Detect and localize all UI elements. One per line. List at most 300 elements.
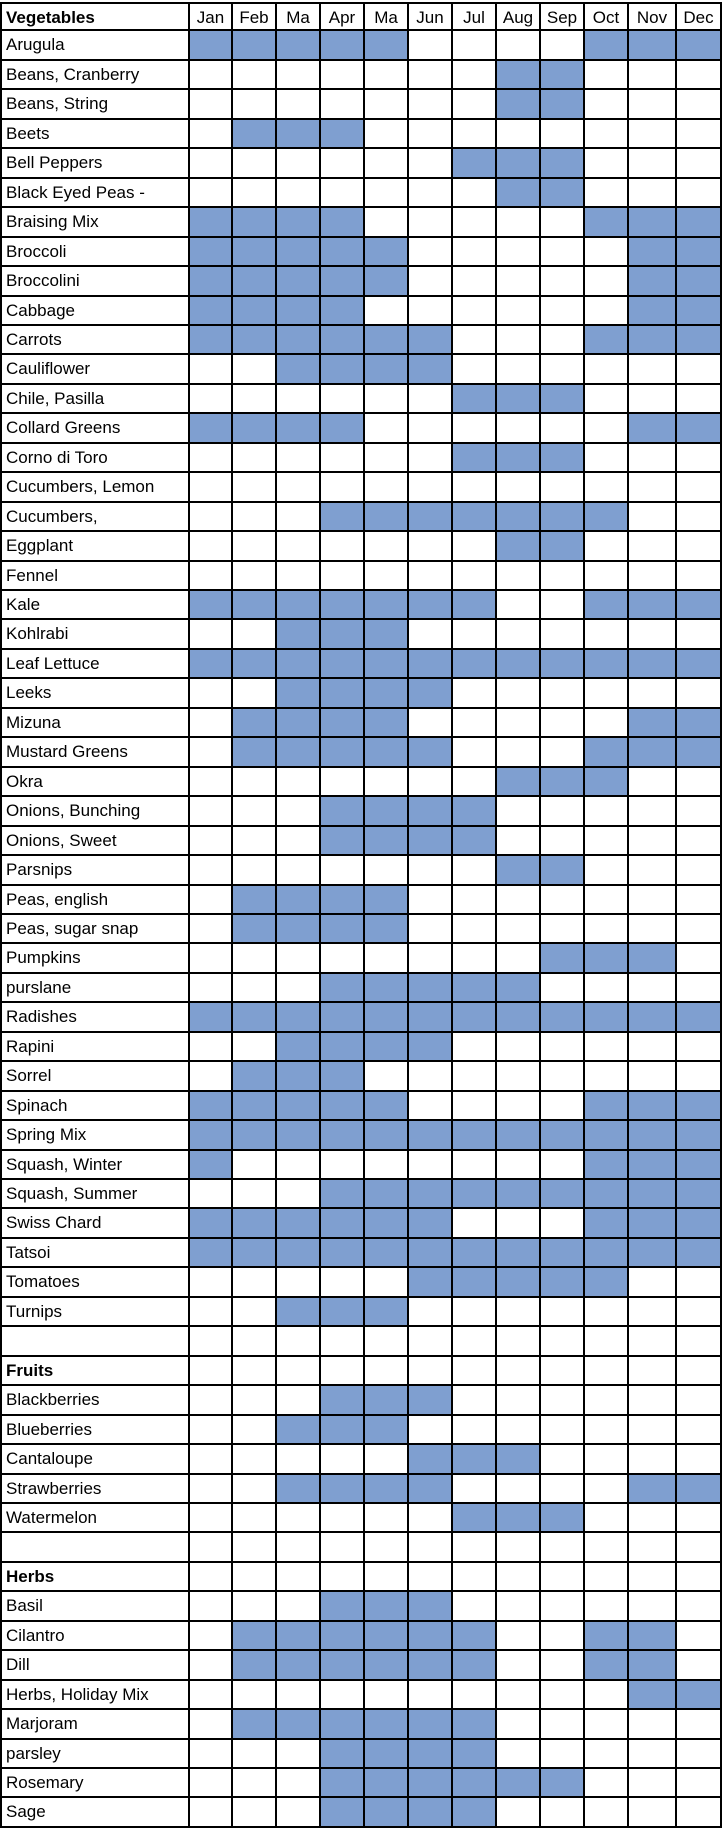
off-season-cell xyxy=(453,562,497,591)
off-season-cell xyxy=(190,974,233,1003)
off-season-cell xyxy=(409,944,453,974)
off-season-cell xyxy=(541,1416,585,1445)
off-season-cell xyxy=(585,179,629,208)
off-season-cell xyxy=(409,709,453,738)
off-season-cell xyxy=(190,797,233,827)
off-season-cell xyxy=(629,473,677,503)
off-season-cell xyxy=(453,1033,497,1062)
off-season-cell xyxy=(541,797,585,827)
off-season-cell xyxy=(409,385,453,414)
in-season-cell xyxy=(233,591,277,620)
off-season-cell xyxy=(541,1151,585,1180)
off-season-cell xyxy=(233,1681,277,1710)
off-season-cell xyxy=(629,1062,677,1092)
produce-name: Rapini xyxy=(0,1033,190,1062)
off-season-cell xyxy=(233,562,277,591)
in-season-cell xyxy=(365,503,409,532)
off-season-cell xyxy=(629,1592,677,1622)
off-season-cell xyxy=(365,414,409,444)
in-season-cell xyxy=(277,1475,321,1504)
off-season-cell xyxy=(409,768,453,797)
produce-name: parsley xyxy=(0,1740,190,1769)
off-season-cell xyxy=(190,1710,233,1740)
blank-row-cell xyxy=(497,1327,541,1357)
off-season-cell xyxy=(190,179,233,208)
blank-row-label xyxy=(0,1327,190,1357)
off-season-cell xyxy=(409,444,453,473)
in-season-cell xyxy=(321,1710,365,1740)
section-header-cell xyxy=(453,1563,497,1592)
off-season-cell xyxy=(190,709,233,738)
in-season-cell xyxy=(541,444,585,473)
section-header-cell xyxy=(233,1563,277,1592)
off-season-cell xyxy=(409,915,453,944)
in-season-cell xyxy=(365,827,409,856)
off-season-cell xyxy=(677,1769,722,1798)
off-season-cell xyxy=(190,1504,233,1533)
off-season-cell xyxy=(233,1386,277,1416)
off-season-cell xyxy=(541,414,585,444)
in-season-cell xyxy=(497,149,541,179)
off-season-cell xyxy=(585,1298,629,1327)
in-season-cell xyxy=(677,1180,722,1209)
off-season-cell xyxy=(585,355,629,385)
blank-row-cell xyxy=(453,1327,497,1357)
off-season-cell xyxy=(409,149,453,179)
off-season-cell xyxy=(453,915,497,944)
in-season-cell xyxy=(233,208,277,238)
off-season-cell xyxy=(365,61,409,90)
in-season-cell xyxy=(277,1121,321,1151)
in-season-cell xyxy=(585,1651,629,1681)
in-season-cell xyxy=(233,238,277,267)
off-season-cell xyxy=(277,90,321,120)
off-season-cell xyxy=(365,562,409,591)
month-header-4: Apr xyxy=(321,2,365,31)
in-season-cell xyxy=(541,532,585,562)
off-season-cell xyxy=(629,562,677,591)
off-season-cell xyxy=(233,1475,277,1504)
off-season-cell xyxy=(233,149,277,179)
off-season-cell xyxy=(677,90,722,120)
off-season-cell xyxy=(497,1681,541,1710)
off-season-cell xyxy=(497,915,541,944)
in-season-cell xyxy=(629,1475,677,1504)
in-season-cell xyxy=(277,1209,321,1239)
off-season-cell xyxy=(677,1592,722,1622)
off-season-cell xyxy=(677,1445,722,1475)
in-season-cell xyxy=(365,915,409,944)
off-season-cell xyxy=(233,768,277,797)
blank-row-cell xyxy=(541,1533,585,1563)
off-season-cell xyxy=(365,856,409,886)
in-season-cell xyxy=(321,414,365,444)
in-season-cell xyxy=(585,326,629,355)
in-season-cell xyxy=(585,31,629,61)
in-season-cell xyxy=(585,208,629,238)
off-season-cell xyxy=(277,1151,321,1180)
section-header-cell xyxy=(677,1563,722,1592)
off-season-cell xyxy=(453,709,497,738)
in-season-cell xyxy=(233,650,277,679)
off-season-cell xyxy=(497,1740,541,1769)
produce-name: Chile, Pasilla xyxy=(0,385,190,414)
in-season-cell xyxy=(677,297,722,326)
produce-name: Watermelon xyxy=(0,1504,190,1533)
off-season-cell xyxy=(629,1710,677,1740)
off-season-cell xyxy=(541,473,585,503)
in-season-cell xyxy=(453,591,497,620)
in-season-cell xyxy=(629,650,677,679)
off-season-cell xyxy=(190,620,233,650)
off-season-cell xyxy=(541,827,585,856)
off-season-cell xyxy=(277,827,321,856)
off-season-cell xyxy=(190,1180,233,1209)
in-season-cell xyxy=(277,1298,321,1327)
off-season-cell xyxy=(277,1386,321,1416)
in-season-cell xyxy=(409,1798,453,1828)
off-season-cell xyxy=(365,1504,409,1533)
month-header-9: Sep xyxy=(541,2,585,31)
in-season-cell xyxy=(321,1416,365,1445)
off-season-cell xyxy=(497,797,541,827)
in-season-cell xyxy=(321,1386,365,1416)
in-season-cell xyxy=(321,1121,365,1151)
off-season-cell xyxy=(541,620,585,650)
off-season-cell xyxy=(277,1180,321,1209)
off-season-cell xyxy=(585,709,629,738)
off-season-cell xyxy=(190,562,233,591)
in-season-cell xyxy=(365,1416,409,1445)
off-season-cell xyxy=(585,974,629,1003)
in-season-cell xyxy=(409,738,453,768)
off-season-cell xyxy=(629,915,677,944)
in-season-cell xyxy=(629,1092,677,1121)
off-season-cell xyxy=(629,355,677,385)
off-season-cell xyxy=(453,267,497,297)
in-season-cell xyxy=(453,650,497,679)
section-header-fruits: Fruits xyxy=(0,1357,190,1386)
section-header-cell xyxy=(277,1357,321,1386)
in-season-cell xyxy=(585,738,629,768)
produce-name: Arugula xyxy=(0,31,190,61)
off-season-cell xyxy=(409,532,453,562)
off-season-cell xyxy=(497,1062,541,1092)
in-season-cell xyxy=(677,267,722,297)
off-season-cell xyxy=(233,355,277,385)
off-season-cell xyxy=(453,1298,497,1327)
in-season-cell xyxy=(321,238,365,267)
off-season-cell xyxy=(190,679,233,709)
in-season-cell xyxy=(409,1033,453,1062)
off-season-cell xyxy=(497,1386,541,1416)
produce-name: Turnips xyxy=(0,1298,190,1327)
off-season-cell xyxy=(541,1033,585,1062)
off-season-cell xyxy=(541,355,585,385)
off-season-cell xyxy=(497,473,541,503)
in-season-cell xyxy=(541,90,585,120)
off-season-cell xyxy=(629,856,677,886)
off-season-cell xyxy=(453,355,497,385)
produce-name: Cauliflower xyxy=(0,355,190,385)
in-season-cell xyxy=(541,1003,585,1033)
off-season-cell xyxy=(629,679,677,709)
in-season-cell xyxy=(585,1209,629,1239)
off-season-cell xyxy=(233,1180,277,1209)
off-season-cell xyxy=(365,385,409,414)
in-season-cell xyxy=(629,1209,677,1239)
off-season-cell xyxy=(585,1592,629,1622)
off-season-cell xyxy=(453,90,497,120)
in-season-cell xyxy=(190,267,233,297)
off-season-cell xyxy=(585,1710,629,1740)
in-season-cell xyxy=(409,650,453,679)
off-season-cell xyxy=(365,473,409,503)
in-season-cell xyxy=(365,650,409,679)
off-season-cell xyxy=(190,444,233,473)
off-season-cell xyxy=(497,297,541,326)
off-season-cell xyxy=(190,738,233,768)
in-season-cell xyxy=(497,1239,541,1268)
off-season-cell xyxy=(277,532,321,562)
in-season-cell xyxy=(190,208,233,238)
in-season-cell xyxy=(629,1651,677,1681)
in-season-cell xyxy=(321,650,365,679)
off-season-cell xyxy=(677,355,722,385)
blank-row-cell xyxy=(629,1533,677,1563)
in-season-cell xyxy=(497,90,541,120)
off-season-cell xyxy=(233,1268,277,1298)
off-season-cell xyxy=(190,1740,233,1769)
off-season-cell xyxy=(541,591,585,620)
in-season-cell xyxy=(365,679,409,709)
in-season-cell xyxy=(541,650,585,679)
off-season-cell xyxy=(190,532,233,562)
off-season-cell xyxy=(497,886,541,915)
section-header-cell xyxy=(409,1563,453,1592)
in-season-cell xyxy=(677,1239,722,1268)
in-season-cell xyxy=(629,297,677,326)
off-season-cell xyxy=(541,1740,585,1769)
in-season-cell xyxy=(277,591,321,620)
in-season-cell xyxy=(453,503,497,532)
in-season-cell xyxy=(233,1062,277,1092)
off-season-cell xyxy=(365,90,409,120)
in-season-cell xyxy=(541,1180,585,1209)
in-season-cell xyxy=(321,1798,365,1828)
off-season-cell xyxy=(409,1062,453,1092)
off-season-cell xyxy=(409,120,453,149)
blank-row-cell xyxy=(497,1533,541,1563)
produce-name: Kale xyxy=(0,591,190,620)
off-season-cell xyxy=(190,1798,233,1828)
off-season-cell xyxy=(321,473,365,503)
off-season-cell xyxy=(629,886,677,915)
off-season-cell xyxy=(365,768,409,797)
in-season-cell xyxy=(677,208,722,238)
in-season-cell xyxy=(365,267,409,297)
in-season-cell xyxy=(190,1151,233,1180)
in-season-cell xyxy=(190,1209,233,1239)
in-season-cell xyxy=(321,679,365,709)
in-season-cell xyxy=(497,61,541,90)
in-season-cell xyxy=(497,385,541,414)
blank-row-cell xyxy=(190,1533,233,1563)
off-season-cell xyxy=(453,1475,497,1504)
blank-row-cell xyxy=(233,1327,277,1357)
section-header-cell xyxy=(541,1563,585,1592)
month-header-5: Ma xyxy=(365,2,409,31)
off-season-cell xyxy=(277,149,321,179)
in-season-cell xyxy=(629,1681,677,1710)
produce-name: Tatsoi xyxy=(0,1239,190,1268)
in-season-cell xyxy=(497,1003,541,1033)
in-season-cell xyxy=(409,1003,453,1033)
off-season-cell xyxy=(321,1504,365,1533)
produce-name: Cabbage xyxy=(0,297,190,326)
off-season-cell xyxy=(497,355,541,385)
off-season-cell xyxy=(585,1033,629,1062)
in-season-cell xyxy=(233,1092,277,1121)
in-season-cell xyxy=(409,1769,453,1798)
off-season-cell xyxy=(233,1798,277,1828)
in-season-cell xyxy=(453,385,497,414)
off-season-cell xyxy=(677,1062,722,1092)
month-header-7: Jul xyxy=(453,2,497,31)
off-season-cell xyxy=(321,149,365,179)
off-season-cell xyxy=(585,679,629,709)
in-season-cell xyxy=(629,944,677,974)
off-season-cell xyxy=(233,385,277,414)
in-season-cell xyxy=(277,1651,321,1681)
in-season-cell xyxy=(409,326,453,355)
off-season-cell xyxy=(677,1798,722,1828)
section-header-cell xyxy=(277,1563,321,1592)
off-season-cell xyxy=(409,620,453,650)
in-season-cell xyxy=(497,1769,541,1798)
in-season-cell xyxy=(277,355,321,385)
off-season-cell xyxy=(541,238,585,267)
in-season-cell xyxy=(277,267,321,297)
off-season-cell xyxy=(585,620,629,650)
in-season-cell xyxy=(190,591,233,620)
off-season-cell xyxy=(277,856,321,886)
in-season-cell xyxy=(321,1033,365,1062)
in-season-cell xyxy=(277,1033,321,1062)
off-season-cell xyxy=(321,61,365,90)
month-header-2: Feb xyxy=(233,2,277,31)
in-season-cell xyxy=(497,768,541,797)
in-season-cell xyxy=(409,503,453,532)
produce-name: Swiss Chard xyxy=(0,1209,190,1239)
in-season-cell xyxy=(277,1710,321,1740)
off-season-cell xyxy=(321,1445,365,1475)
off-season-cell xyxy=(541,1298,585,1327)
in-season-cell xyxy=(453,1710,497,1740)
in-season-cell xyxy=(321,267,365,297)
in-season-cell xyxy=(365,1592,409,1622)
in-season-cell xyxy=(365,886,409,915)
in-season-cell xyxy=(409,1592,453,1622)
off-season-cell xyxy=(541,297,585,326)
in-season-cell xyxy=(453,1740,497,1769)
in-season-cell xyxy=(277,1092,321,1121)
off-season-cell xyxy=(233,1769,277,1798)
in-season-cell xyxy=(497,179,541,208)
produce-name: Blackberries xyxy=(0,1386,190,1416)
off-season-cell xyxy=(541,120,585,149)
off-season-cell xyxy=(190,1445,233,1475)
off-season-cell xyxy=(541,267,585,297)
off-season-cell xyxy=(233,1416,277,1445)
produce-name: Peas, sugar snap xyxy=(0,915,190,944)
off-season-cell xyxy=(629,1504,677,1533)
off-season-cell xyxy=(585,1740,629,1769)
off-season-cell xyxy=(321,90,365,120)
off-season-cell xyxy=(497,208,541,238)
in-season-cell xyxy=(541,1504,585,1533)
off-season-cell xyxy=(677,1710,722,1740)
section-header-cell xyxy=(190,1563,233,1592)
in-season-cell xyxy=(453,797,497,827)
off-season-cell xyxy=(629,1798,677,1828)
in-season-cell xyxy=(585,650,629,679)
in-season-cell xyxy=(321,1180,365,1209)
in-season-cell xyxy=(453,444,497,473)
in-season-cell xyxy=(453,1268,497,1298)
off-season-cell xyxy=(629,768,677,797)
produce-name: Beets xyxy=(0,120,190,149)
in-season-cell xyxy=(541,385,585,414)
in-season-cell xyxy=(453,1445,497,1475)
in-season-cell xyxy=(677,1151,722,1180)
off-season-cell xyxy=(497,1475,541,1504)
off-season-cell xyxy=(190,944,233,974)
off-season-cell xyxy=(409,179,453,208)
in-season-cell xyxy=(365,326,409,355)
off-season-cell xyxy=(277,562,321,591)
in-season-cell xyxy=(365,1475,409,1504)
off-season-cell xyxy=(497,267,541,297)
in-season-cell xyxy=(453,1180,497,1209)
off-season-cell xyxy=(409,856,453,886)
off-season-cell xyxy=(629,120,677,149)
off-season-cell xyxy=(677,827,722,856)
in-season-cell xyxy=(277,915,321,944)
blank-row-cell xyxy=(585,1327,629,1357)
off-season-cell xyxy=(453,61,497,90)
in-season-cell xyxy=(677,1003,722,1033)
month-header-12: Dec xyxy=(677,2,722,31)
produce-name: purslane xyxy=(0,974,190,1003)
off-season-cell xyxy=(277,503,321,532)
in-season-cell xyxy=(233,31,277,61)
off-season-cell xyxy=(321,532,365,562)
off-season-cell xyxy=(585,149,629,179)
off-season-cell xyxy=(190,61,233,90)
off-season-cell xyxy=(497,326,541,355)
off-season-cell xyxy=(321,1268,365,1298)
in-season-cell xyxy=(321,31,365,61)
off-season-cell xyxy=(453,1151,497,1180)
off-season-cell xyxy=(677,768,722,797)
off-season-cell xyxy=(629,385,677,414)
blank-row-cell xyxy=(585,1533,629,1563)
in-season-cell xyxy=(277,1003,321,1033)
produce-name: Tomatoes xyxy=(0,1268,190,1298)
in-season-cell xyxy=(277,709,321,738)
in-season-cell xyxy=(277,1622,321,1651)
